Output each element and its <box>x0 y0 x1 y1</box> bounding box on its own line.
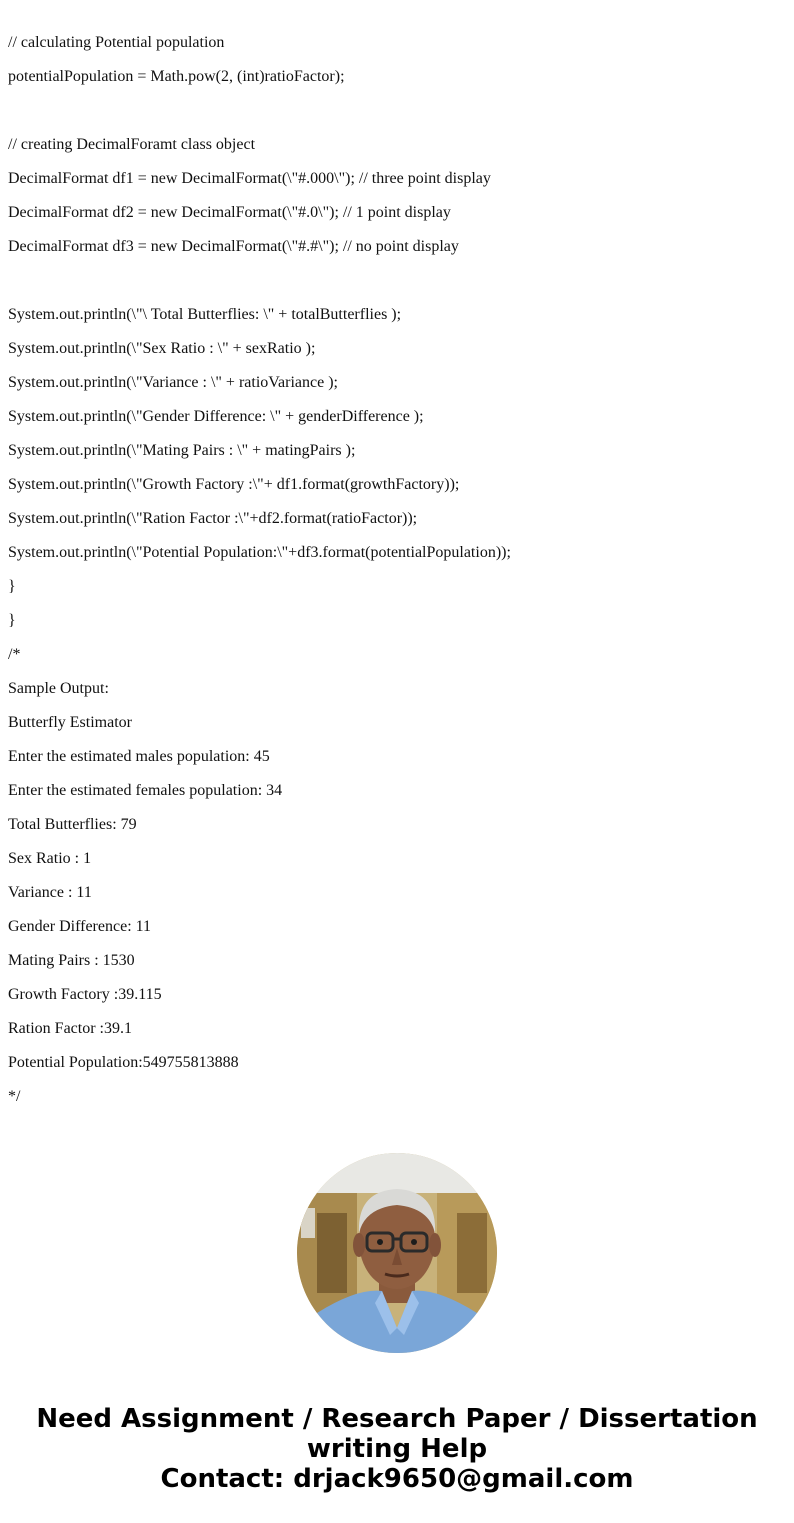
person-photo-icon <box>297 1153 497 1353</box>
code-line: Potential Population:549755813888 <box>8 1054 239 1071</box>
code-line: } <box>8 578 16 595</box>
promo-line-2: writing Help <box>306 1434 488 1464</box>
code-line: Sex Ratio : 1 <box>8 850 92 867</box>
code-line: DecimalFormat df3 = new DecimalFormat(\"#.#\"); // no point display <box>8 238 459 255</box>
code-line: System.out.println(\"Potential Population:\"+df3.format(potentialPopulation)); <box>8 544 511 561</box>
code-line: } <box>8 612 16 629</box>
code-line: Enter the estimated males population: 45 <box>8 748 270 765</box>
code-line: System.out.println(\"Sex Ratio : \" + sexRatio ); <box>8 340 316 357</box>
code-line: System.out.println(\"Mating Pairs : \" + matingPairs ); <box>8 442 356 459</box>
code-line: Butterfly Estimator <box>8 714 132 731</box>
code-line: System.out.println(\"Ration Factor :\"+df2.format(ratioFactor)); <box>8 510 418 527</box>
code-line: System.out.println(\"Gender Difference: \" + genderDifference ); <box>8 408 424 425</box>
code-line: potentialPopulation = Math.pow(2, (int)ratioFactor); <box>8 68 345 85</box>
code-line: DecimalFormat df2 = new DecimalFormat(\"#.0\"); // 1 point display <box>8 204 451 221</box>
code-line: Enter the estimated females population: 34 <box>8 782 283 799</box>
code-line: Ration Factor :39.1 <box>8 1020 132 1037</box>
code-listing <box>8 33 788 1121</box>
promo-banner <box>0 1404 794 1494</box>
author-avatar <box>297 1153 497 1353</box>
code-line: Gender Difference: 11 <box>8 918 152 935</box>
promo-contact: Contact: drjack9650@gmail.com <box>160 1464 634 1494</box>
code-line: // calculating Potential population <box>8 34 225 51</box>
code-line: Growth Factory :39.115 <box>8 986 162 1003</box>
code-line: System.out.println(\"Variance : \" + ratioVariance ); <box>8 374 338 391</box>
code-line: Total Butterflies: 79 <box>8 816 137 833</box>
code-line: Mating Pairs : 1530 <box>8 952 135 969</box>
code-line: Variance : 11 <box>8 884 92 901</box>
blank-line <box>8 271 788 291</box>
code-line: /* <box>8 646 21 663</box>
code-line: System.out.println(\"Growth Factory :\"+ df1.format(growthFactory)); <box>8 476 460 493</box>
code-line: DecimalFormat df1 = new DecimalFormat(\"#.000\"); // three point display <box>8 170 491 187</box>
blank-line <box>8 101 788 121</box>
code-line: System.out.println(\"\ Total Butterflies: \" + totalButterflies ); <box>8 306 402 323</box>
code-line: Sample Output: <box>8 680 109 697</box>
code-line: */ <box>8 1088 21 1105</box>
promo-line-1: Need Assignment / Research Paper / Dissertation <box>36 1404 758 1434</box>
code-line: // creating DecimalForamt class object <box>8 136 256 153</box>
